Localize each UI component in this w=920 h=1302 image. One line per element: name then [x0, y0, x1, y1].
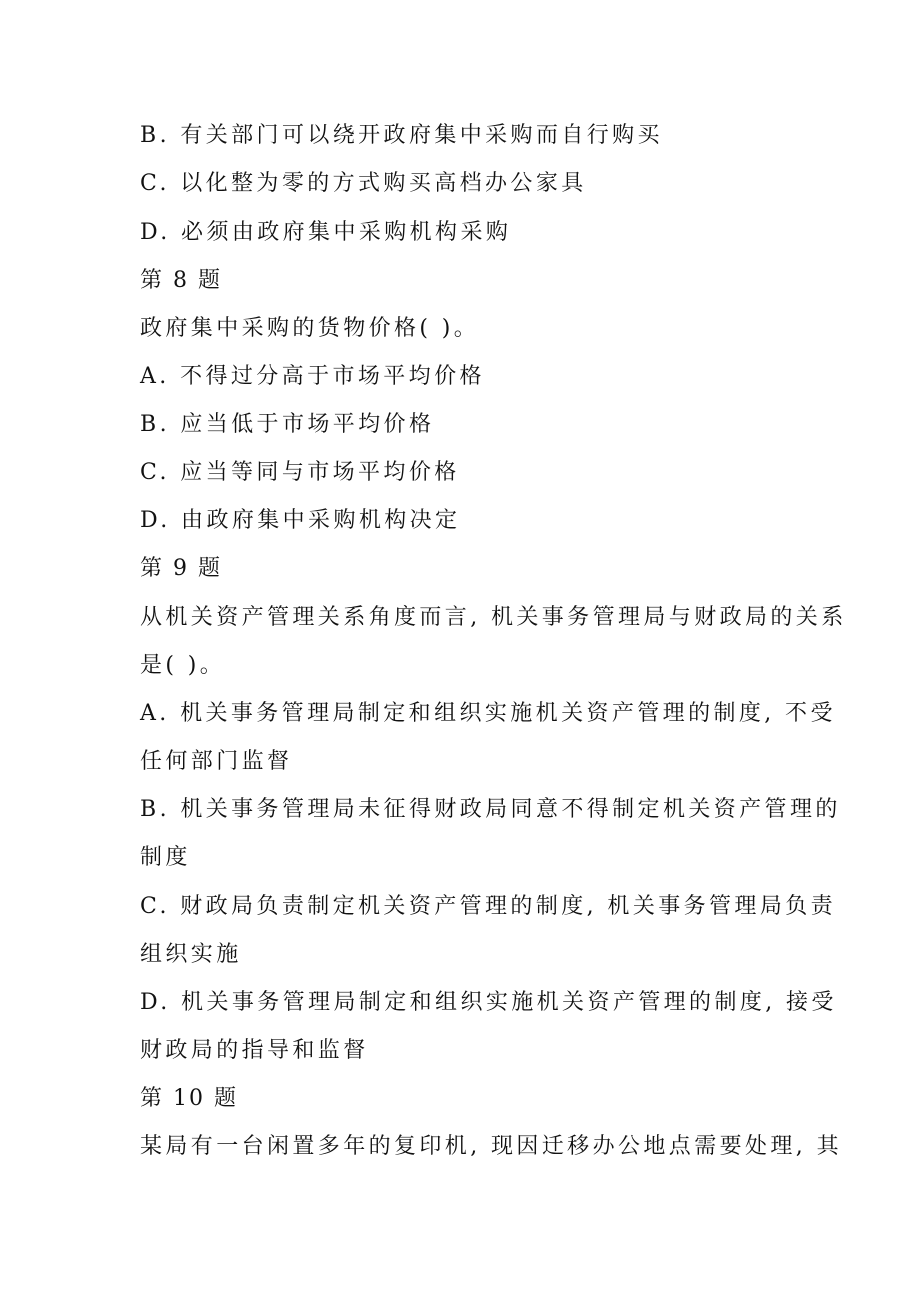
- option-c-q9-line-1: C. 财政局负责制定机关资产管理的制度, 机关事务管理局负责: [140, 894, 837, 919]
- question-10-heading: 第 10 题: [140, 1086, 238, 1111]
- option-b-q9-line-1: B. 机关事务管理局未征得财政局同意不得制定机关资产管理的: [140, 797, 841, 822]
- option-d-q8: D. 由政府集中采购机构决定: [140, 508, 461, 533]
- option-b-q8: B. 应当低于市场平均价格: [140, 412, 435, 437]
- question-9-heading: 第 9 题: [140, 556, 222, 581]
- question-8-text: 政府集中采购的货物价格( )。: [140, 316, 480, 341]
- question-8-heading: 第 8 题: [140, 268, 222, 293]
- question-9-text-line-1: 从机关资产管理关系角度而言, 机关事务管理局与财政局的关系: [140, 605, 847, 630]
- option-c-q9-line-2: 组织实施: [140, 942, 242, 967]
- option-b-q7: B. 有关部门可以绕开政府集中采购而自行购买: [140, 123, 663, 148]
- question-10-text-line-1: 某局有一台闲置多年的复印机, 现因迁移办公地点需要处理, 其: [140, 1134, 842, 1159]
- option-c-q8: C. 应当等同与市场平均价格: [140, 460, 460, 485]
- option-d-q7: D. 必须由政府集中采购机构采购: [140, 220, 512, 245]
- option-a-q9-line-2: 任何部门监督: [140, 749, 293, 774]
- option-b-q9-line-2: 制度: [140, 845, 191, 870]
- option-a-q9-line-1: A. 机关事务管理局制定和组织实施机关资产管理的制度, 不受: [140, 701, 836, 726]
- option-d-q9-line-2: 财政局的指导和监督: [140, 1038, 369, 1063]
- option-c-q7: C. 以化整为零的方式购买高档办公家具: [140, 171, 587, 196]
- option-a-q8: A. 不得过分高于市场平均价格: [140, 364, 485, 389]
- question-9-text-line-2: 是( )。: [140, 653, 226, 678]
- option-d-q9-line-1: D. 机关事务管理局制定和组织实施机关资产管理的制度, 接受: [140, 990, 837, 1015]
